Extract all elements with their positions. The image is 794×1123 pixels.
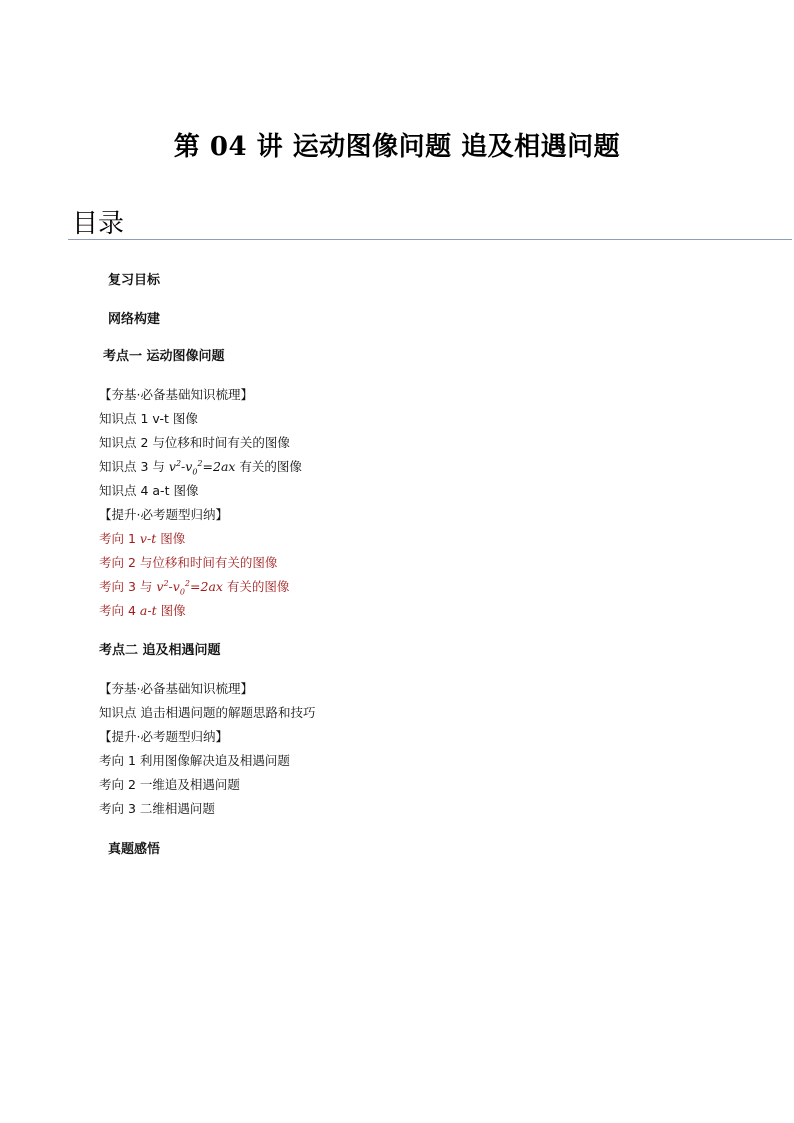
toc-item-topic1-k2[interactable]: 知识点 2 与位移和时间有关的图像 xyxy=(99,435,290,450)
formula-exponent: 2 xyxy=(163,578,169,588)
formula xyxy=(156,578,223,597)
toc-item-topic1-k1[interactable]: 知识点 1 v-t 图像 xyxy=(99,411,198,426)
toc-item-label: 考向 4 xyxy=(99,603,140,618)
toc-divider xyxy=(68,239,792,240)
formula-minus-v: -v xyxy=(168,579,180,594)
toc-item-topic2-k1[interactable]: 知识点 追击相遇问题的解题思路和技巧 xyxy=(99,705,316,720)
toc-item-topic1-knowledge-section[interactable]: 【夯基·必备基础知识梳理】 xyxy=(99,387,253,402)
toc-item-topic1-k4[interactable]: 知识点 4 a-t 图像 xyxy=(99,483,199,498)
formula-v: v xyxy=(168,459,176,474)
formula-exponent: 2 xyxy=(184,578,191,588)
formula-rhs: =2ax xyxy=(190,579,223,594)
toc-item-label: 图像 xyxy=(156,531,186,546)
formula-subscript: 0 xyxy=(192,467,198,477)
toc-item-label: 考向 3 与 xyxy=(99,579,157,594)
toc-item-topic2-d1[interactable]: 考向 1 利用图像解决追及相遇问题 xyxy=(99,753,290,768)
formula-exponent: 2 xyxy=(175,458,182,468)
formula: a-t xyxy=(139,603,157,618)
toc-item-topic2-practice-section[interactable]: 【提升·必考题型归纳】 xyxy=(99,729,228,744)
toc-item-label: 知识点 3 与 xyxy=(99,459,169,474)
toc-item-label: 有关的图像 xyxy=(222,579,290,594)
toc-item-topic1-d2[interactable]: 考向 2 与位移和时间有关的图像 xyxy=(99,555,278,570)
formula-minus-v: -v xyxy=(181,459,193,474)
toc-item-topic1-d3[interactable] xyxy=(99,579,289,595)
formula xyxy=(168,458,236,477)
toc-item-label: 图像 xyxy=(156,603,186,618)
formula-v: v xyxy=(156,579,164,594)
formula-exponent: 2 xyxy=(197,458,203,468)
toc-item-label: 考向 1 xyxy=(99,531,140,546)
toc-item-label: 有关的图像 xyxy=(235,459,302,474)
formula-subscript: 0 xyxy=(179,587,185,597)
toc-item-topic2-knowledge-section[interactable]: 【夯基·必备基础知识梳理】 xyxy=(99,681,253,696)
toc-item-topic1-k3[interactable] xyxy=(99,459,302,475)
toc-item-network[interactable]: 网络构建 xyxy=(108,312,161,327)
toc-item-real-exam[interactable]: 真题感悟 xyxy=(108,842,161,857)
toc-item-topic2-d3[interactable]: 考向 3 二维相遇问题 xyxy=(99,801,215,816)
page-title: 第 04 讲 运动图像问题 追及相遇问题 xyxy=(173,132,621,162)
toc-item-topic2-d2[interactable]: 考向 2 一维追及相遇问题 xyxy=(99,777,240,792)
toc-heading: 目录 xyxy=(72,209,125,239)
formula: v-t xyxy=(139,531,157,546)
toc-item-topic1-d1[interactable] xyxy=(99,531,185,547)
toc-item-topic1-d4[interactable] xyxy=(99,603,186,619)
toc-item-topic1-practice-section[interactable]: 【提升·必考题型归纳】 xyxy=(99,507,228,522)
toc-item-topic2[interactable]: 考点二 追及相遇问题 xyxy=(99,643,221,658)
formula-rhs: =2ax xyxy=(202,459,236,474)
toc-item-topic1[interactable]: 考点一 运动图像问题 xyxy=(103,349,225,364)
toc-item-review-goals[interactable]: 复习目标 xyxy=(108,273,161,288)
